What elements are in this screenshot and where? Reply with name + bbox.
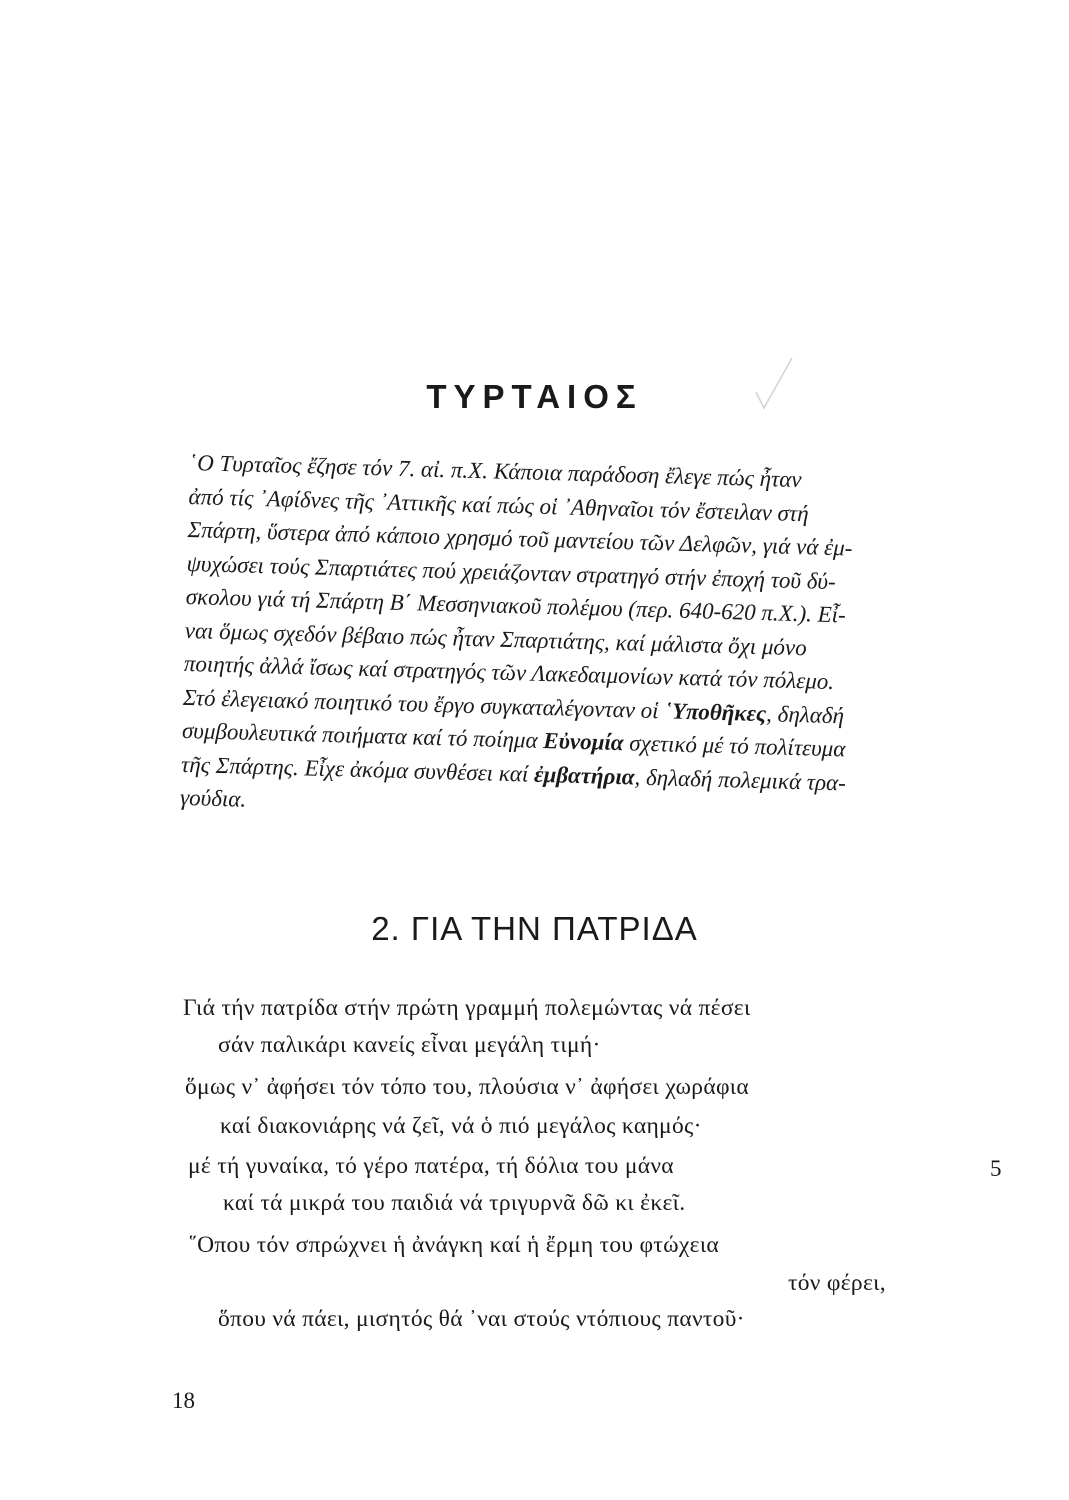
author-heading: ΤΥΡΤΑΙΟΣ — [426, 378, 643, 415]
verse-line: ῞Οπου τόν σπρώχνει ἡ ἀνάγκη καί ἡ ἔρμη του φτώχεια — [189, 1232, 720, 1258]
verse-line-number: 5 — [990, 1156, 1002, 1181]
verse-line: ὅπου νά πάει, μισητός θά ᾿ναι στούς ντόπιους παντοῦ· — [218, 1306, 745, 1332]
verse-line: καί τά μικρά του παιδιά νά τριγυρνᾶ δῶ κι ἐκεῖ. — [223, 1190, 686, 1216]
work-title-embateria: ἐμβατήρια — [533, 761, 635, 790]
verse-line: καί διακονιάρης νά ζεῖ, νά ὁ πιό μεγάλος καημός· — [220, 1113, 702, 1139]
intro-line: ποιητής ἀλλά ἴσως καί στρατηγός τῶν Λακεδαιμονίων κατά τόν πόλεμο. — [183, 650, 835, 695]
verse-line-continuation: τόν φέρει, — [788, 1270, 886, 1296]
verse-line: σάν παλικάρι κανείς εἶναι μεγάλη τιμή· — [218, 1032, 601, 1058]
poem-title: 2. ΓΙΑ ΤΗΝ ΠΑΤΡΙΔΑ — [371, 910, 698, 947]
page-number: 18 — [172, 1388, 195, 1413]
intro-line: ἀπό τίς ᾿Αφίδνες τῆς ᾿Αττικῆς καί πώς οἱ ᾿Αθηναῖοι τόν ἔστειλαν στή — [188, 483, 809, 526]
intro-line: ναι ὅμως σχεδόν βέβαιο πώς ἦταν Σπαρτιάτης, καί μάλιστα ὄχι μόνο — [184, 617, 808, 660]
intro-line: ψυχώσει τούς Σπαρτιάτες πού χρειάζονταν στρατηγό στήν ἐποχή τοῦ δύ- — [186, 550, 837, 594]
verse-line: μέ τή γυναίκα, τό γέρο πατέρα, τή δόλια του μάνα — [188, 1153, 674, 1179]
work-title-ypothikes: ῾Υποθῆκες — [664, 697, 767, 726]
work-title-eunomia: Εὐνομία — [543, 727, 624, 756]
verse-line: Γιά τήν πατρίδα στήν πρώτη γραμμή πολεμώντας νά πέσει — [183, 995, 751, 1021]
intro-line: Σπάρτη, ὕστερα ἀπό κάποιο χρησμό τοῦ μαντείου τῶν Δελφῶν, γιά νά ἐμ- — [187, 516, 853, 561]
verse-line: ὅμως ν᾿ ἀφήσει τόν τόπο του, πλούσια ν᾿ ἀφήσει χωράφια — [185, 1074, 750, 1100]
intro-paragraph — [180, 446, 1020, 838]
intro-line: συμβουλευτικά ποιήματα καί τό ποίημα Εὐνομία σχετικό μέ τό πολίτευμα — [181, 717, 846, 762]
intro-line: τῆς Σπάρτης. Εἶχε ἀκόμα συνθέσει καί ἐμβατήρια, δηλαδή πολεμικά τρα- — [180, 751, 847, 795]
intro-line: σκολου γιά τή Σπάρτη Β΄ Μεσσηνιακοῦ πολέμου (περ. 640-620 π.Χ.). Εἶ- — [185, 583, 847, 628]
intro-line: γούδια. — [179, 784, 247, 812]
intro-line: Στό ἐλεγειακό ποιητικό του ἔργο συγκαταλέγονταν οἱ ῾Υποθῆκες, δηλαδή — [182, 684, 845, 728]
intro-line: ῾Ο Τυρταῖος ἔζησε τόν 7. αἰ. π.Χ. Κάποια παράδοση ἔλεγε πώς ἦταν — [189, 449, 802, 493]
